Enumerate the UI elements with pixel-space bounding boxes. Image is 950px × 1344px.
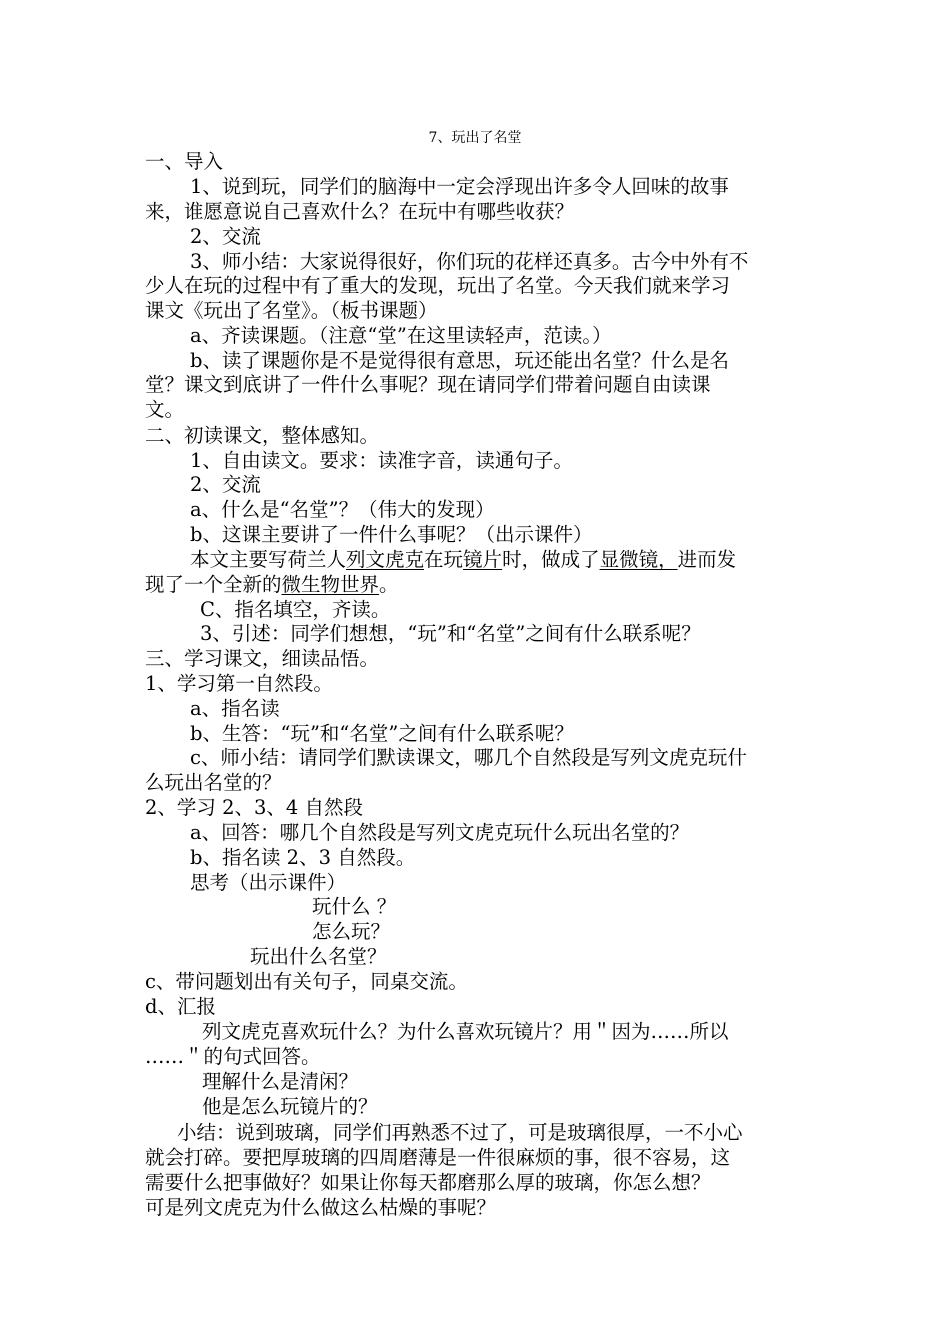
summary-line — [190, 548, 736, 572]
text-line: b、生答：“玩”和“名堂”之间有什么联系呢？ — [190, 722, 574, 745]
text-line: c、带问题划出有关句子，同桌交流。 — [145, 970, 468, 993]
text-line: 来，谁愿意说自己喜欢什么？在玩中有哪些收获？ — [145, 200, 575, 223]
text-line: a、回答：哪几个自然段是写列文虎克玩什么玩出名堂的？ — [190, 821, 690, 844]
text-line: 1、说到玩，同学们的脑海中一定会浮现出许多令人回味的故事 — [190, 175, 729, 198]
text-line: 堂？课文到底讲了一件什么事呢？现在请同学们带着问题自由读课 — [145, 373, 711, 396]
text-line: 他是怎么玩镜片的？ — [202, 1095, 378, 1118]
text-line: 列文虎克喜欢玩什么？为什么喜欢玩镜片？用＂因为……所以 — [202, 1020, 729, 1043]
text-line: 文。 — [145, 398, 185, 421]
text-line: 思考（出示课件） — [190, 871, 347, 894]
text-segment: 在玩 — [424, 548, 464, 571]
text-segment: 现了一个全新的 — [145, 573, 282, 596]
question-line: 玩出什么名堂？ — [250, 945, 387, 968]
blank-answer: 显微镜， — [599, 548, 678, 571]
text-line: 就会打碎。要把厚玻璃的四周磨薄是一件很麻烦的事，很不容易，这 — [145, 1146, 731, 1169]
text-line: b、这课主要讲了一件什么事呢？（出示课件） — [190, 523, 593, 546]
text-segment: 本文主要写荷兰人 — [190, 548, 347, 571]
text-segment: 。 — [379, 573, 399, 596]
text-line: c、师小结：请同学们默读课文，哪几个自然段是写列文虎克玩什 — [190, 746, 747, 769]
text-line: 3、引述：同学们想想，“玩”和“名堂”之间有什么联系呢？ — [200, 622, 701, 645]
section-heading-study: 三、学习课文，细读品悟。 — [145, 647, 380, 670]
text-line: 么玩出名堂的？ — [145, 771, 282, 794]
text-line: 2、交流 — [190, 473, 261, 496]
text-line: 课文《玩出了名堂》。（板书课题） — [145, 299, 438, 322]
text-line: 需要什么把事做好？如果让你每天都磨那么厚的玻璃，你怎么想？ — [145, 1171, 711, 1194]
text-line: 2、交流 — [190, 225, 261, 248]
question-line: 玩什么 ？ — [312, 895, 397, 918]
question-line: 怎么玩？ — [312, 920, 391, 943]
section-heading-first-reading: 二、初读课文，整体感知。 — [145, 424, 380, 447]
blank-answer: 微生物世界 — [281, 573, 380, 596]
text-line: a、指名读 — [190, 697, 280, 720]
text-line: ……＂的句式回答。 — [145, 1045, 321, 1068]
page-title: 7、玩出了名堂 — [428, 130, 522, 146]
text-segment: 时，做成了 — [502, 548, 600, 571]
blank-answer: 列文虎克 — [346, 548, 425, 571]
text-line: 1、自由读文。要求：读准字音，读通句子。 — [190, 449, 573, 472]
blank-answer: 镜片 — [463, 548, 503, 571]
text-line: a、齐读课题。（注意“堂”在这里读轻声，范读。） — [190, 324, 612, 347]
text-line: 理解什么是清闲？ — [202, 1070, 359, 1093]
summary-line — [145, 573, 399, 597]
text-line: 小结：说到玻璃，同学们再熟悉不过了，可是玻璃很厚，一不小心 — [177, 1121, 743, 1144]
section-heading-intro: 一、导入 — [145, 150, 224, 173]
text-line: 少人在玩的过程中有了重大的发现，玩出了名堂。今天我们就来学习 — [145, 274, 731, 297]
text-line: 1、学习第一自然段。 — [145, 672, 333, 695]
text-line: 3、师小结：大家说得很好，你们玩的花样还真多。古今中外有不 — [190, 250, 749, 273]
text-segment: 进而发 — [677, 548, 737, 571]
text-line: C、指名填空，齐读。 — [200, 598, 391, 621]
text-line: 可是列文虎克为什么做这么枯燥的事呢？ — [145, 1196, 497, 1219]
text-line: d、汇报 — [145, 995, 216, 1018]
text-line: b、读了课题你是不是觉得很有意思，玩还能出名堂？什么是名 — [190, 349, 729, 372]
text-line: a、什么是“名堂”？（伟大的发现） — [190, 498, 495, 521]
text-line: b、指名读 2、3 自然段。 — [190, 846, 416, 869]
text-line: 2、学习 2、3、4 自然段 — [145, 796, 364, 819]
